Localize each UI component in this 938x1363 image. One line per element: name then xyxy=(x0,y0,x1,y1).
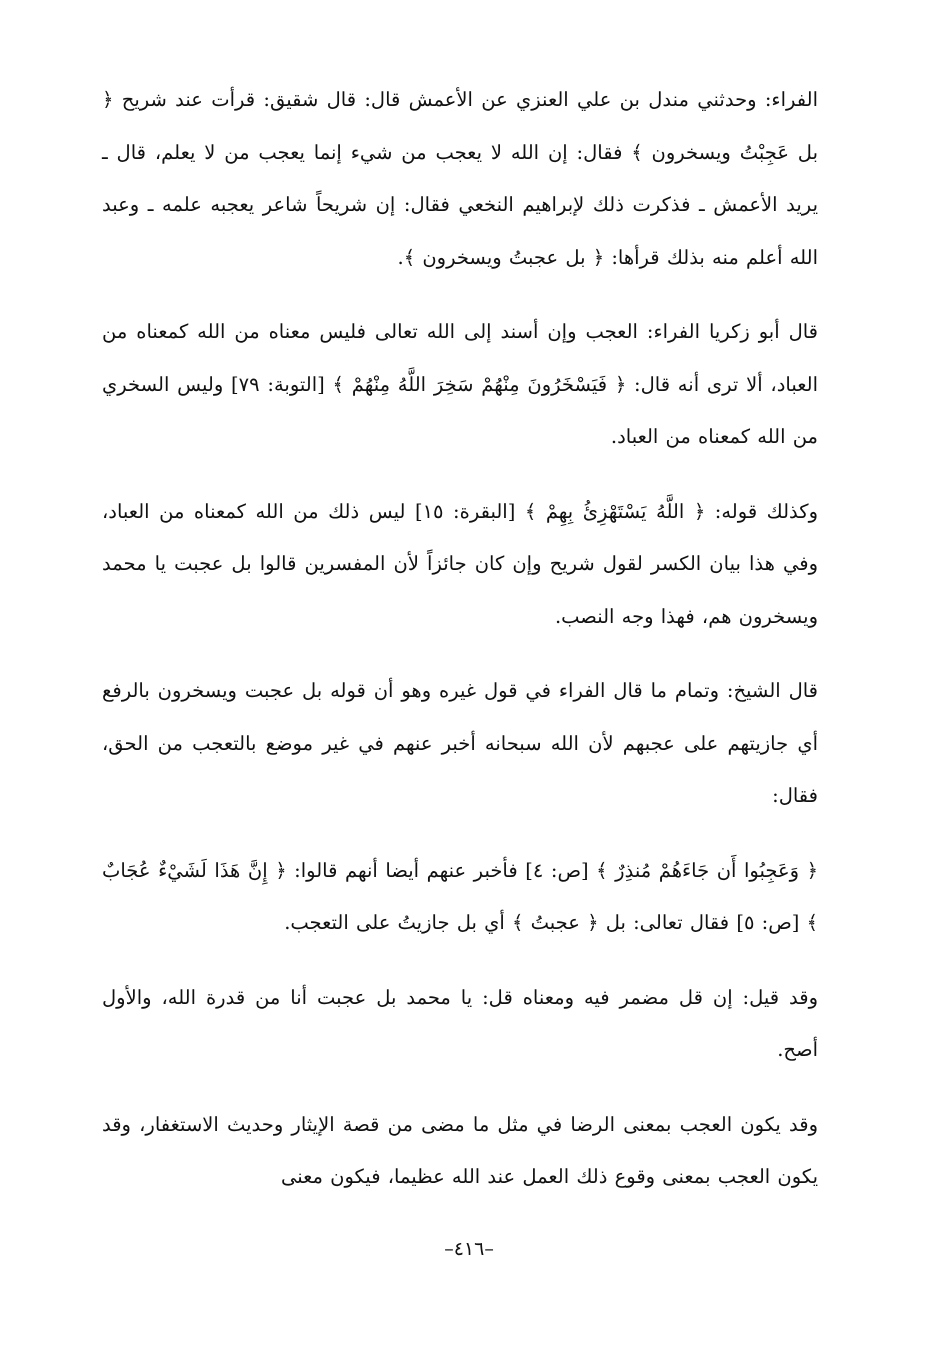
paragraph-7 xyxy=(102,1099,818,1204)
paragraph-5 xyxy=(102,845,818,950)
paragraph-1-text: الفراء: وحدثني مندل بن علي العنزي عن الأعمش قال: قال شقيق: قرأت عند شريح ﴿ بل عَجِبْتُ ويسخرون ﴾ فقال: إن الله لا يعجب من شيء إنما يعجب من لا يعلم، قال ـ يريد الأعمش ـ فذكرت ذلك لإبراهيم النخعي فقال: إن شريحاً شاعر يعجبه علمه ـ وعبد الله أعلم منه بذلك قرأها: ﴿ بل عجبتُ ويسخرون ﴾. xyxy=(102,88,818,269)
paragraph-6 xyxy=(102,972,818,1077)
paragraph-6-text: وقد قيل: إن قل مضمر فيه ومعناه قل: يا محمد بل عجبت أنا من قدرة الله، والأول أصح. xyxy=(102,985,818,1061)
page-number: –٤١٦– xyxy=(444,1238,494,1260)
paragraph-3-text: وكذلك قوله: ﴿ اللَّهُ يَسْتَهْزِئُ بِهِمْ ﴾ [البقرة: ١٥] ليس ذلك من الله كمعناه من العباد، وفي هذا بيان الكسر لقول شريح وإن كان جائزاً لأن المفسرين قالوا بل عجبت يا محمد ويسخرون هم، فهذا وجه النصب. xyxy=(102,499,818,628)
paragraph-7-text: وقد يكون العجب بمعنى الرضا في مثل ما مضى من قصة الإيثار وحديث الاستغفار، وقد يكون العجب بمعنى وقوع ذلك العمل عند الله عظيما، فيكون معنى xyxy=(102,1112,818,1188)
paragraph-4 xyxy=(102,665,818,823)
body-text xyxy=(102,74,818,1226)
paragraph-2-text: قال أبو زكريا الفراء: العجب وإن أسند إلى الله تعالى فليس معناه من الله كمعناه من العباد، ألا ترى أنه قال: ﴿ فَيَسْخَرُونَ مِنْهُمْ سَخِرَ اللَّهُ مِنْهُمْ ﴾ [التوبة: ٧٩] وليس السخري من الله كمعناه من العباد. xyxy=(102,320,818,448)
paragraph-4-text: قال الشيخ: وتمام ما قال الفراء في قول غيره وهو أن قوله بل عجبت ويسخرون بالرفع أي جازيتهم على عجبهم لأن الله سبحانه أخبر عنهم في غير موضع بالتعجب من الحق، فقال: xyxy=(102,679,818,807)
paragraph-3 xyxy=(102,486,818,644)
paragraph-2 xyxy=(102,306,818,464)
paragraph-5-text: ﴿ وَعَجِبُوا أَن جَاءَهُمْ مُنذِرٌ ﴾ [ص: ٤] فأخبر عنهم أيضا أنهم قالوا: ﴿ إِنَّ هَذَا لَشَيْءٌ عُجَابٌ ﴾ [ص: ٥] فقال تعالى: بل ﴿ عجبتُ ﴾ أي بل جازيتُ على التعجب. xyxy=(102,858,819,934)
paragraph-1 xyxy=(102,74,818,284)
